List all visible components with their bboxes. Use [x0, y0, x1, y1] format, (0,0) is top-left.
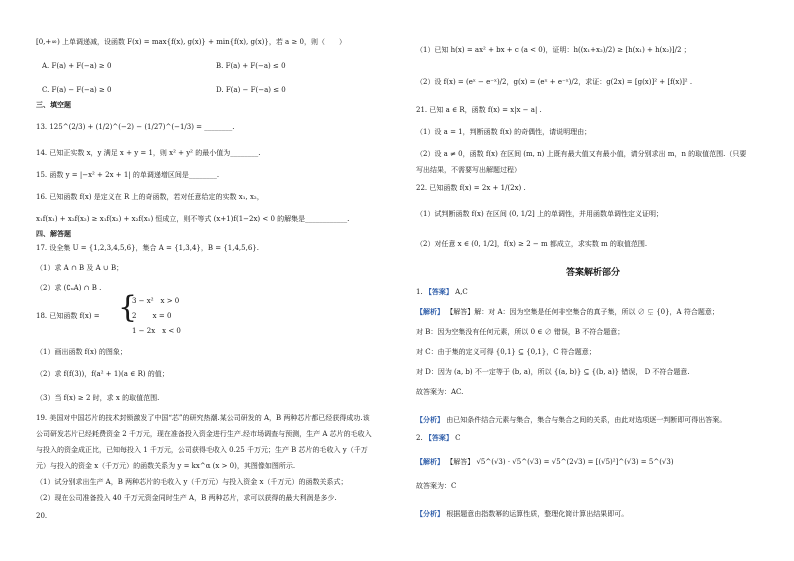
question-19-line3: 与投入的资金成正比，已知每投入 1 千万元，公司获得毛收入 0.25 千万元；生产 B 芯片的毛收入 y（千万: [36, 446, 368, 454]
choice-a: A. F(a) + F(−a) ≥ 0: [42, 62, 112, 70]
question-21-part1: （1）设 a = 1，判断函数 f(x) 的奇偶性，请说明理由；: [416, 128, 592, 136]
piecewise-case-1: 3 − x² x > 0: [132, 297, 180, 305]
answer-2-fenxi-tag: 【分析】: [416, 510, 444, 518]
question-22-part1: （1）试判断函数 f(x) 在区间 (0, 1/2] 上的单调性，并用函数单调性定义证明；: [416, 210, 663, 218]
answer-1-solution-text: 【解答】解：对 A：因为空集是任何非空集合的真子集，所以 ∅ ⊊ {0}，A 符合题意；: [446, 308, 719, 316]
answer-1-analysis-tag: 【解析】: [416, 308, 444, 316]
question-21-part2-line1: （2）设 a ≠ 0，函数 f(x) 在区间 (m, n) 上既有最大值又有最小值，请分别求出 m，n 的取值范围.（只要: [416, 150, 747, 158]
question-19-line2: 公司研发芯片已经耗费资金 2 千万元，现在准备投入资金进行生产.经市场调查与预测，生产 A 芯片的毛收入: [36, 430, 372, 438]
answer-2-solution-line1: [416, 458, 674, 466]
answer-1-tag: 【答案】: [424, 288, 453, 296]
piecewise-brace: {: [118, 290, 138, 325]
answer-2-fenxi-text: 根据题意由指数幂的运算性质，整理化简计算出结果即可。: [446, 510, 629, 518]
question-19-part2: （2）现在公司准备投入 40 千万元资金同时生产 A，B 两种芯片，求可以获得的最大利润是多少.: [36, 494, 337, 502]
question-19-line1: 19. 美国对中国芯片的技术封锁激发了中国“芯”的研究热潮.某公司研发的 A，B 两种芯片都已经获得成功.该: [36, 414, 370, 422]
question-17-part2: （2）求 (∁ᵤA) ∩ B .: [36, 284, 102, 292]
answer-1-solution-line1: [416, 308, 719, 316]
answer-1-solution-line4: 对 D：因为 (a, b) 不一定等于 (b, a)，所以 {(a, b)} ⊆ {(b, a)} 错误， D 不符合题意.: [416, 368, 690, 376]
answer-2-solution-text: 【解答】 √5^(√3) · √5^(√3) = √5^(2√3) = [(√5)²]^(√3) = 5^(√3): [446, 458, 674, 466]
question-21: 21. 已知 a ∈ R，函数 f(x) = x|x − a| .: [416, 106, 542, 114]
question-20: 20.: [36, 512, 48, 520]
question-15: 15. 函数 y = |−x² + 2x + 1| 的单调递增区间是________.: [36, 171, 220, 179]
question-13: 13. 125^(2/3) + (1/2)^(−2) − (1/27)^(−1/3) = ________.: [36, 123, 235, 131]
answer-2-solution-line2: 故答案为：C: [416, 482, 457, 490]
question-20-part1: （1）已知 h(x) = ax² + bx + c (a < 0)，证明：h((x₁+x₂)/2) ≥ [h(x₁) + h(x₂)]/2 ；: [416, 46, 691, 54]
section-answer: 四、解答题: [36, 230, 71, 238]
answer-1-fenxi-text: 由已知条件结合元素与集合，集合与集合之间的关系，由此对选项逐一判断即可得出答案。: [446, 416, 727, 424]
choice-b: B. F(a) + F(−a) ≤ 0: [216, 62, 286, 70]
piecewise-case-2: 2 x = 0: [132, 312, 172, 320]
answer-1-line: [416, 288, 468, 296]
question-19-line4: 元）与投入的资金 x（千万元）的函数关系为 y = kx^α (x > 0)，其图像如图所示.: [36, 462, 296, 470]
answer-2-number: 2.: [416, 434, 423, 442]
answer-2-tag: 【答案】: [424, 434, 453, 442]
answer-1-solution-line3: 对 C：由于集的定义可得 {0,1} ⊆ {0,1}，C 符合题意；: [416, 348, 596, 356]
question-22-part2: （2）对任意 x ∈ (0, 1/2]，f(x) ≥ 2 − m 都成立，求实数 m 的取值范围.: [416, 240, 648, 248]
question-17: 17. 设全集 U = {1,2,3,4,5,6}，集合 A = {1,3,4}，B = {1,4,5,6}.: [36, 244, 259, 252]
answer-2-analysis-tag: 【解析】: [416, 458, 444, 466]
question-18-part1: （1）画出函数 f(x) 的图象；: [36, 348, 127, 356]
question-18-label: 18. 已知函数 f(x) =: [36, 312, 100, 320]
question-17-part1: （1）求 A ∩ B 及 A ∪ B；: [36, 264, 124, 272]
answer-1-solution-line2: 对 B：因为空集没有任何元素，所以 0 ∈ ∅ 错误，B 不符合题意；: [416, 328, 625, 336]
piecewise-case-3: 1 − 2x x < 0: [132, 327, 181, 335]
question-21-part2-line2: 写出结果，不需要写出解题过程）: [416, 166, 521, 174]
choice-c: C. F(a) − F(−a) ≥ 0: [42, 86, 112, 94]
answer-1-fenxi-tag: 【分析】: [416, 416, 444, 424]
question-22: 22. 已知函数 f(x) = 2x + 1/(2x) .: [416, 184, 526, 192]
answer-2-value: C: [455, 434, 461, 442]
answer-2-line: [416, 434, 461, 442]
section-fill-blank: 三、填空题: [36, 101, 71, 109]
question-19-part1: （1）试分别求出生产 A，B 两种芯片的毛收入 y（千万元）与投入资金 x（千万元）的函数关系式；: [36, 478, 348, 486]
answers-title: 答案解析部分: [565, 268, 620, 278]
answer-1-analysis-line: [416, 416, 726, 424]
question-18-part3: （3）当 f(x) ≥ 2 时，求 x 的取值范围.: [36, 394, 160, 402]
answer-1-solution-line5: 故答案为：AC.: [416, 388, 464, 396]
question-16-line1: 16. 已知函数 f(x) 是定义在 R 上的奇函数，若对任意给定的实数 x₁, x₂，: [36, 193, 264, 201]
answer-1-value: A,C: [455, 288, 468, 296]
question-14: 14. 已知正实数 x，y 满足 x + y = 1，则 x² + y² 的最小值为________.: [36, 149, 261, 157]
answer-2-analysis-line: [416, 510, 628, 518]
choice-d: D. F(a) − F(−a) ≤ 0: [216, 86, 286, 94]
answer-1-number: 1.: [416, 288, 423, 296]
question-16-line2: x₁f(x₁) + x₂f(x₂) ≥ x₁f(x₂) + x₂f(x₁) 恒成立，则不等式 (x+1)f(1−2x) < 0 的解集是____________.: [36, 215, 350, 223]
question-12-tail: [0,+∞) 上单调递减，设函数 F(x) = max{f(x), g(x)} + min{f(x), g(x)}，若 a ≥ 0，则（ ）: [36, 38, 346, 46]
question-20-part2: （2）设 f(x) = (eˣ − e⁻ˣ)/2，g(x) = (eˣ + e⁻ˣ)/2，求证：g(2x) = [g(x)]² + [f(x)]² .: [416, 78, 693, 86]
question-18-part2: （2）求 f(f(3))，f(a² + 1)(a ∈ R) 的值；: [36, 370, 169, 378]
